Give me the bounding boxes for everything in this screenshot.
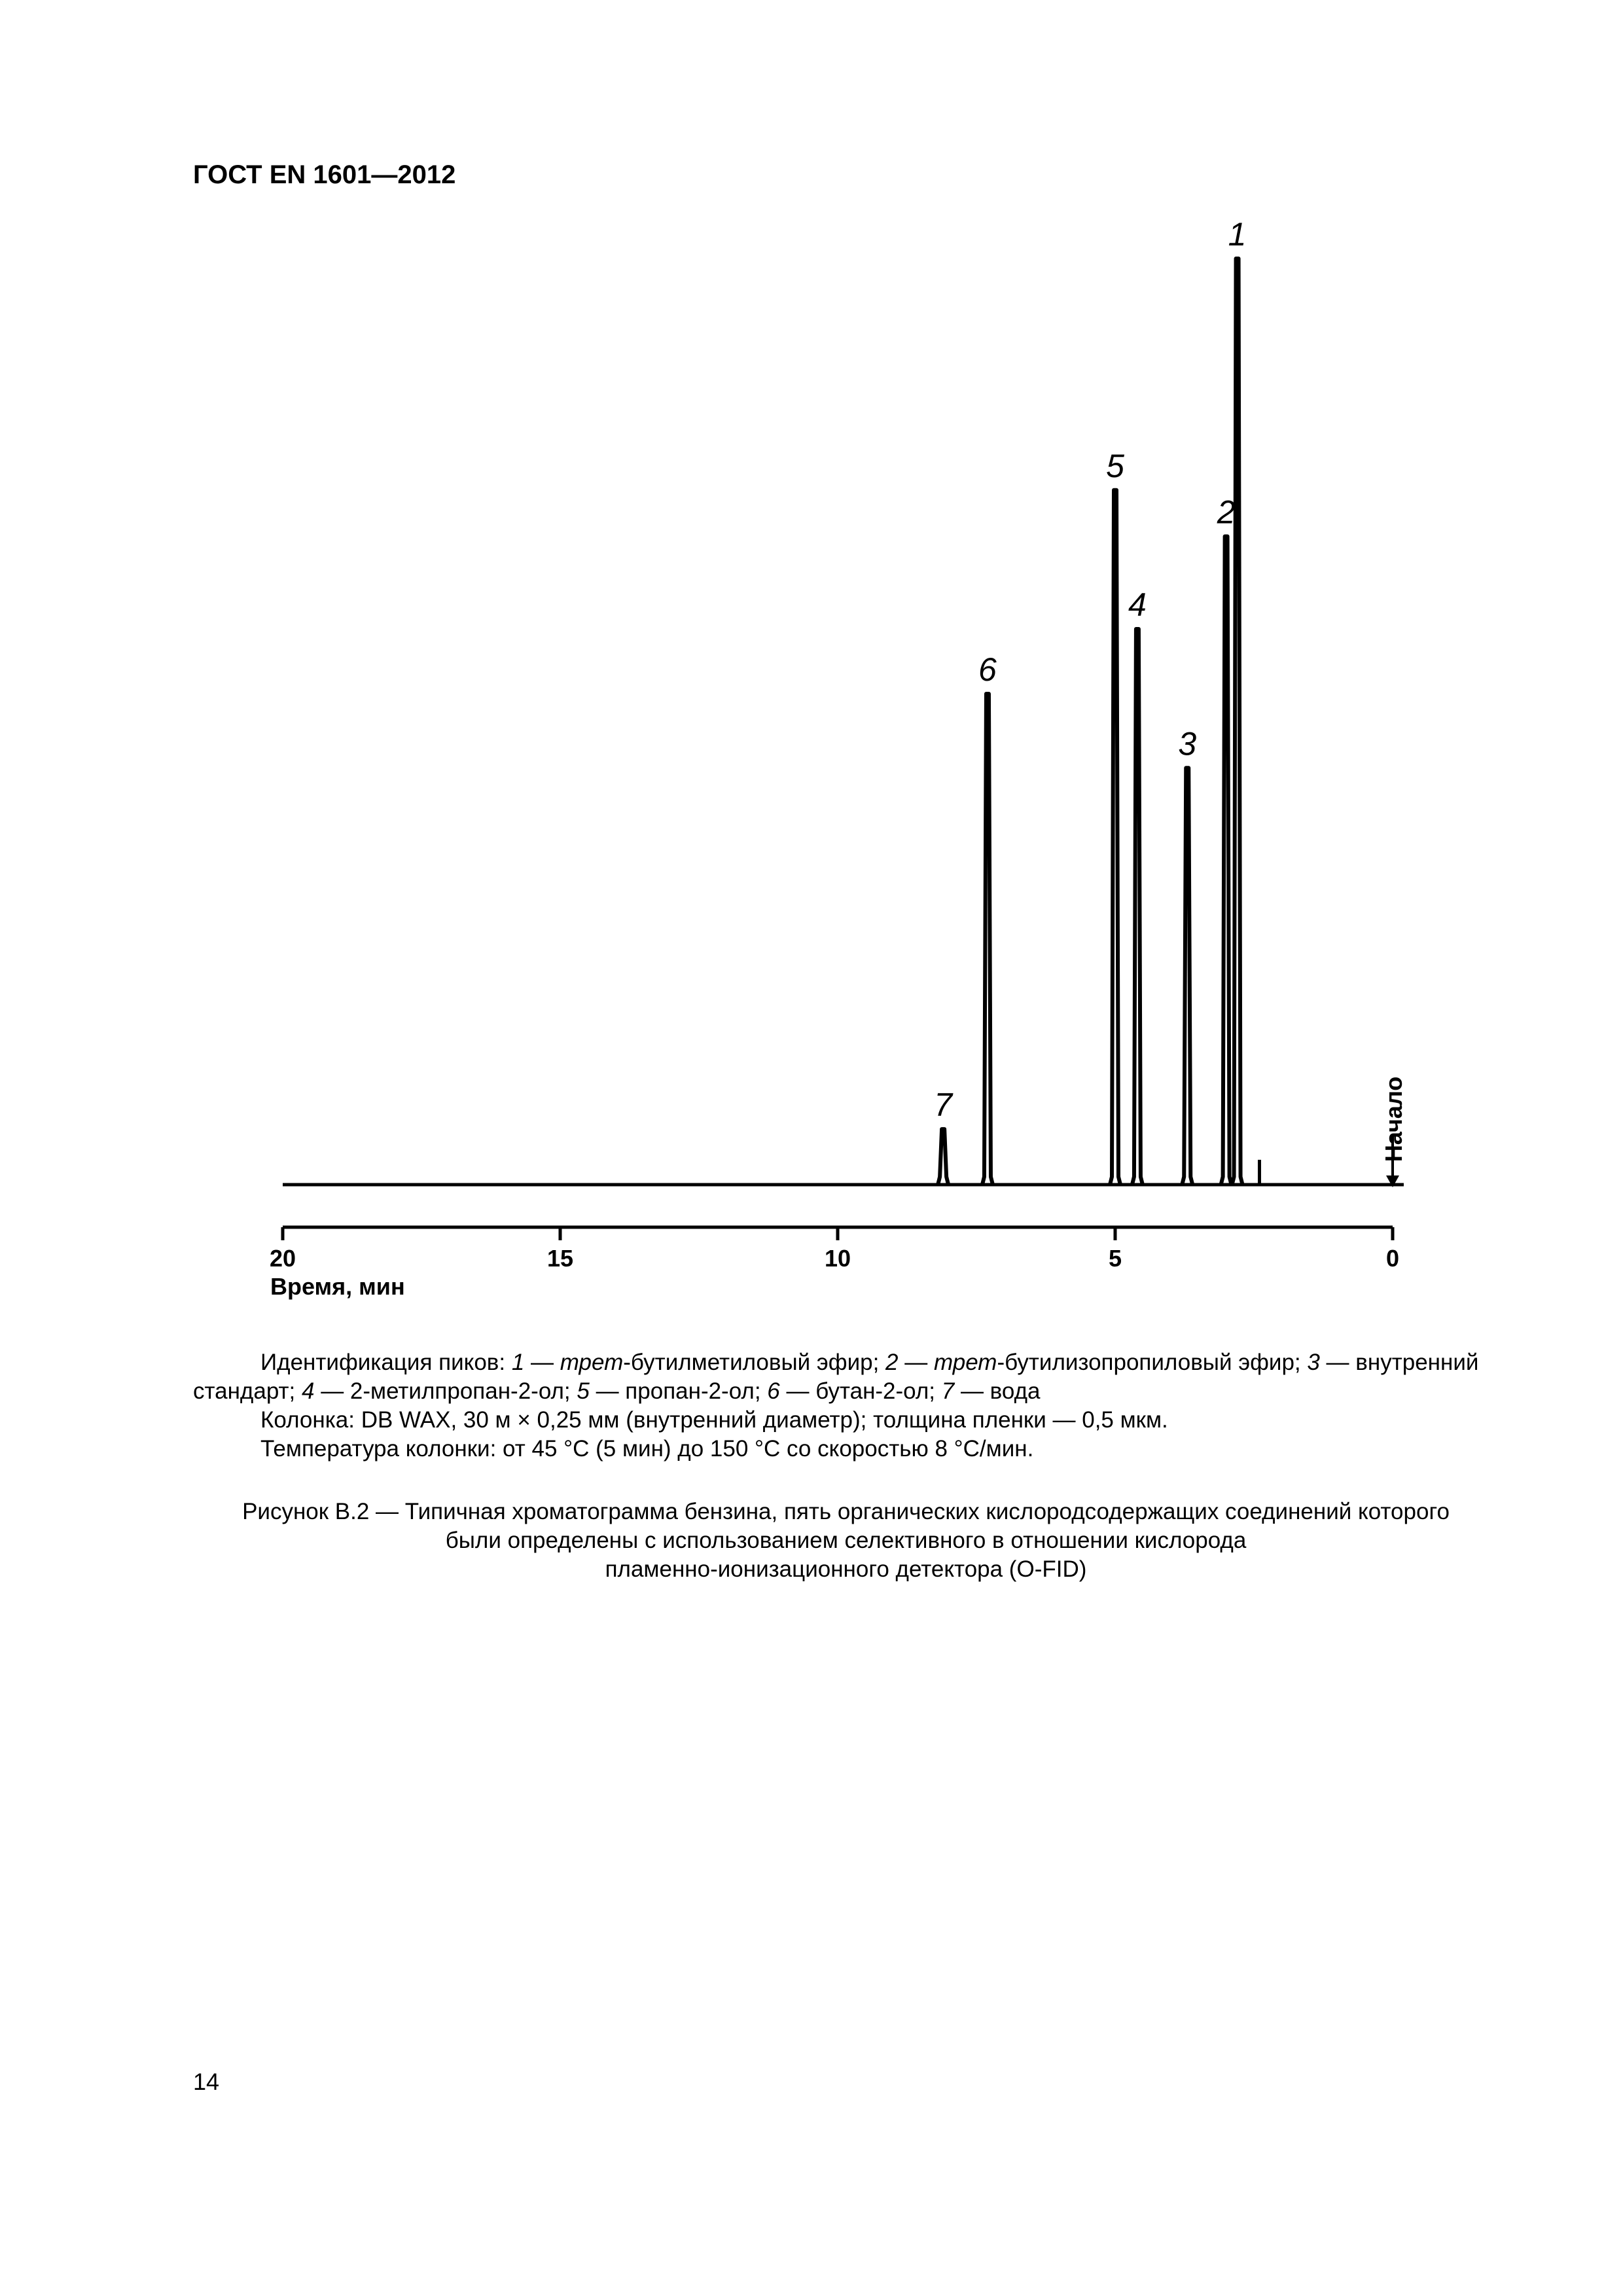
- x-tick-label: 15: [546, 1245, 574, 1272]
- caption-line-3: пламенно-ионизационного детектора (O-FID): [605, 1556, 1087, 1582]
- start-label: Начало: [1380, 1076, 1407, 1162]
- peak-1: [1232, 259, 1243, 1185]
- peak-identification: Идентификация пиков: 1 — трет-бутилметиловый эфир; 2 — трет-бутилизопропиловый эфир; 3 — внутренний стандарт; 4 — 2-метилпропан-2-ол; 5 — пропан-2-ол; 6 — бутан-2-ол; 7 — вода: [193, 1350, 1479, 1404]
- x-tick-label: 0: [1385, 1245, 1400, 1272]
- peak-label-2: 2: [1217, 493, 1236, 531]
- figure-caption: [193, 1498, 1499, 1584]
- peak-label-4: 4: [1128, 586, 1147, 623]
- x-tick-label: 5: [1108, 1245, 1122, 1272]
- peak-2: [1221, 537, 1232, 1185]
- peak-label-1: 1: [1228, 216, 1247, 253]
- page-number: 14: [193, 2068, 220, 2095]
- peak-label-5: 5: [1106, 447, 1124, 484]
- peak-label-3: 3: [1178, 725, 1197, 762]
- caption-line-1: Рисунок В.2 — Типичная хроматограмма бензина, пять органических кислородсодержащих соединений которого: [242, 1499, 1450, 1524]
- chromatogram-trace: [283, 259, 1404, 1185]
- peak-7: [938, 1129, 948, 1185]
- caption-line-2: были определены с использованием селективного в отношении кислорода: [445, 1528, 1247, 1553]
- peak-label-6: 6: [978, 651, 997, 689]
- peak-label-7: 7: [934, 1086, 953, 1124]
- temperature-info: Температура колонки: от 45 °С (5 мин) до 150 °С со скоростью 8 °С/мин.: [260, 1436, 1034, 1462]
- peak-5: [1110, 490, 1120, 1185]
- x-tick-label: 20: [269, 1245, 296, 1272]
- column-info: Колонка: DB WAX, 30 м × 0,25 мм (внутренний диаметр); толщина пленки — 0,5 мкм.: [260, 1407, 1168, 1433]
- peak-6: [982, 694, 993, 1185]
- peak-labels: [934, 216, 1246, 1123]
- x-axis-ticks: [270, 1227, 1399, 1272]
- peak-3: [1182, 768, 1192, 1185]
- document-header: ГОСТ EN 1601—2012: [193, 160, 456, 189]
- figure-notes: [193, 1348, 1499, 1463]
- start-marker: [1380, 1077, 1407, 1187]
- peak-4: [1132, 629, 1143, 1185]
- x-tick-label: 10: [824, 1245, 851, 1272]
- x-axis-label: Время, мин: [270, 1273, 405, 1300]
